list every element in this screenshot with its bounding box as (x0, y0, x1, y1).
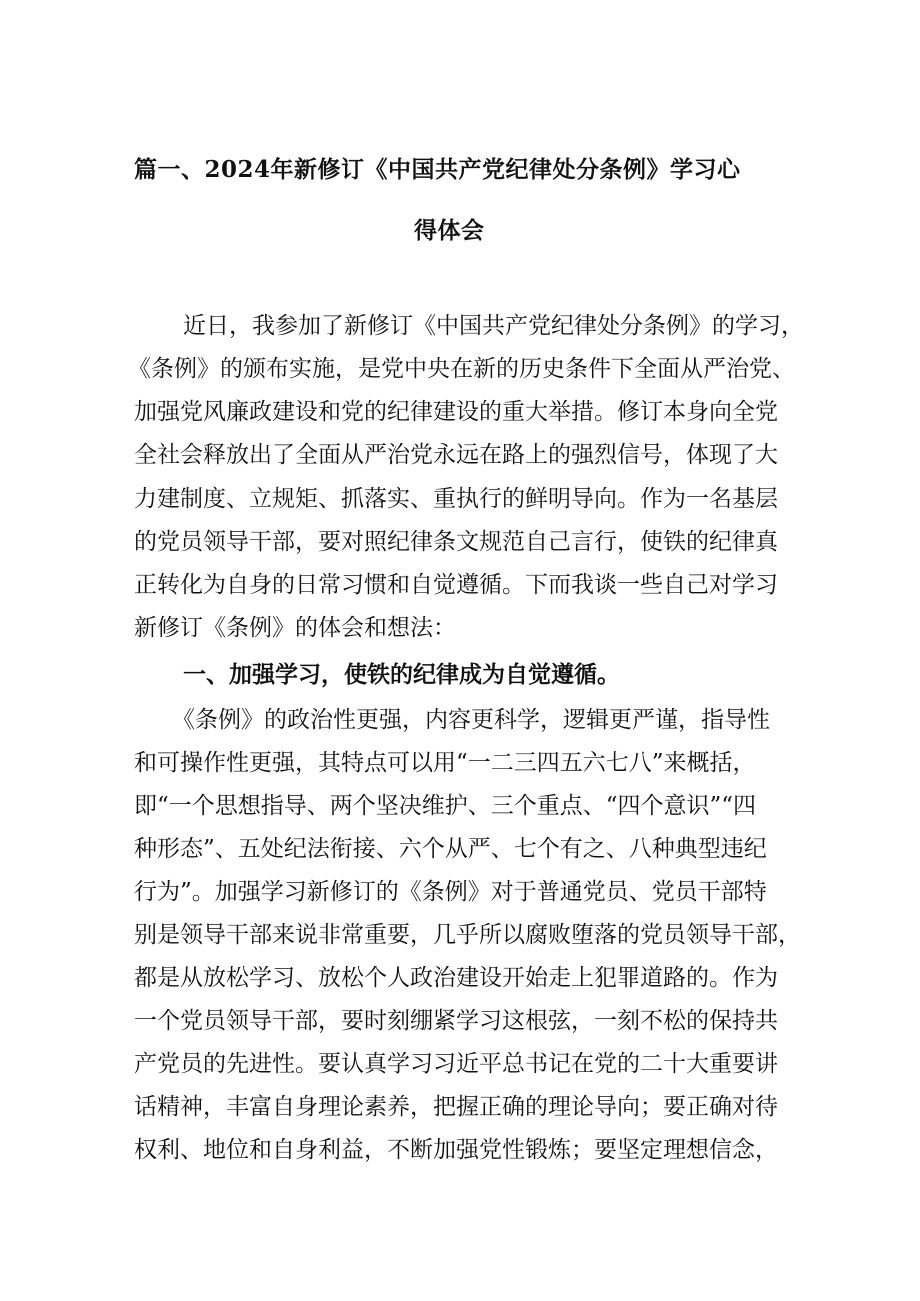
paragraph-2-line: 都是从放松学习、放松个人政治建设开始走上犯罪道路的。作为 (134, 965, 778, 991)
paragraph-2-line: 别是领导干部来说非常重要，几乎所以腐败堕落的党员领导干部， (134, 922, 801, 948)
paragraph-1-line: 新修订《条例》的体会和想法： (134, 615, 456, 641)
document-title-line-1: 篇一、2024年新修订《中国共产党纪律处分条例》学习心 (134, 156, 741, 183)
section-heading: 一、加强学习，使铁的纪律成为自觉遵循。 (183, 661, 620, 688)
paragraph-2-line: 行为”。加强学习新修订的《条例》对于普通党员、党员干部特 (134, 879, 767, 905)
paragraph-1-line: 全社会释放出了全面从严治党永远在路上的强烈信号，体现了大 (134, 442, 778, 468)
paragraph-1-line: 正转化为自身的日常习惯和自觉遵循。下而我谈一些自己对学习 (134, 572, 778, 598)
paragraph-1-line: 加强党风廉政建设和党的纪律建设的重大举措。修订本身向全党 (134, 399, 778, 425)
paragraph-1-line: 《条例》的颁布实施，是党中央在新的历史条件下全面从严治党、 (128, 356, 795, 382)
paragraph-1-line: 力建制度、立规矩、抓落实、重执行的鲜明导向。作为一名基层 (134, 486, 778, 512)
paragraph-1-line: 的党员领导干部，要对照纪律条文规范自己言行，使铁的纪律真 (134, 529, 778, 555)
paragraph-2-line: 和可操作性更强，其特点可以用“一二三四五六七八”来概括， (134, 750, 756, 776)
paragraph-2-line: 产党员的先进性。要认真学习习近平总书记在党的二十大重要讲 (134, 1051, 778, 1077)
paragraph-1-line: 近日，我参加了新修订《中国共产党纪律处分条例》的学习， (183, 313, 804, 339)
paragraph-2-line: 权利、地位和自身利益，不断加强党性锻炼；要坚定理想信念， (134, 1137, 778, 1163)
document-title-line-2: 得体会 (414, 217, 485, 244)
paragraph-2-line: 即“一个思想指导、两个坚决维护、三个重点、“四个意识”“四 (134, 793, 757, 819)
paragraph-2-line: 话精神，丰富自身理论素养，把握正确的理论导向；要正确对待 (134, 1094, 778, 1120)
paragraph-2-line: 《条例》的政治性更强，内容更科学，逻辑更严谨，指导性 (172, 707, 770, 733)
paragraph-2-line: 种形态”、五处纪法衔接、六个从严、七个有之、八种典型违纪 (134, 836, 767, 862)
paragraph-2-line: 一个党员领导干部，要时刻绷紧学习这根弦，一刻不松的保持共 (134, 1008, 778, 1034)
